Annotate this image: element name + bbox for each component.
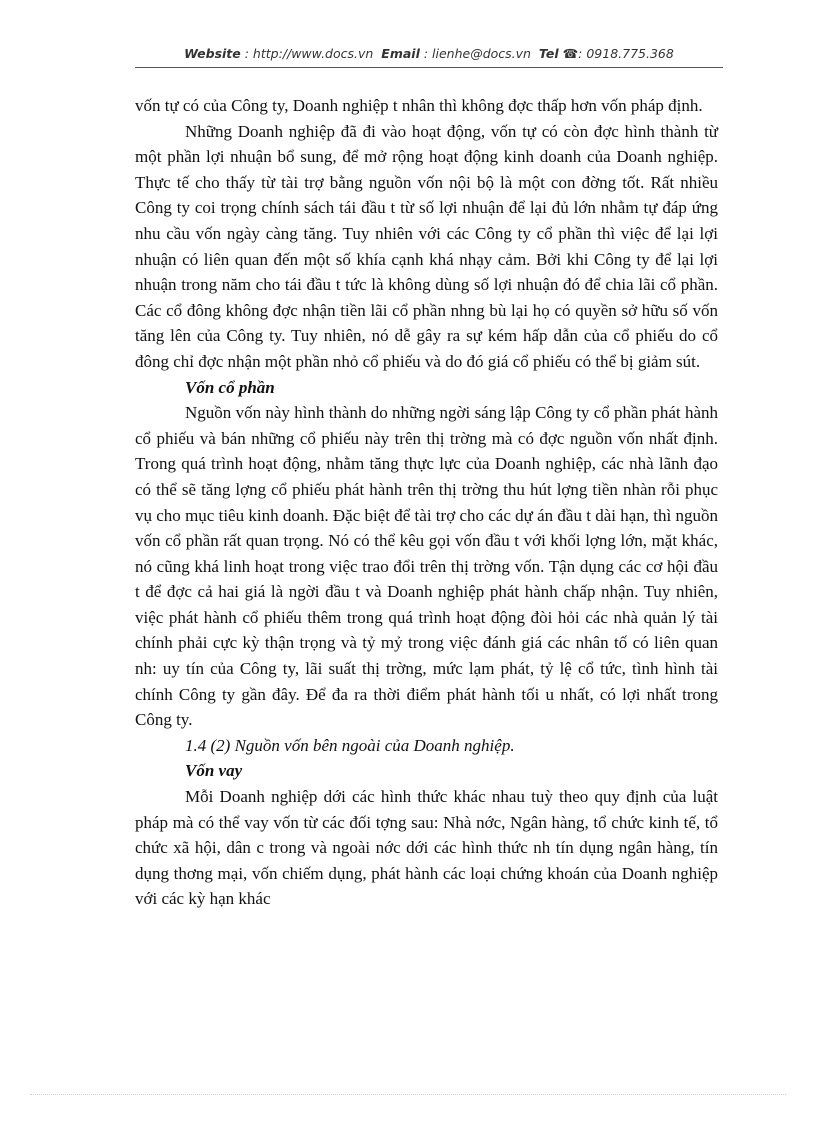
section-heading-nguon-von-ben-ngoai: 1.4 (2) Nguồn vốn bên ngoài của Doanh nghiệp. xyxy=(185,735,515,755)
document-body xyxy=(135,93,718,912)
website-label: Website xyxy=(184,46,241,61)
paragraph-3: Nguồn vốn này hình thành do những ngời sáng lập Công ty cổ phần phát hành cổ phiếu và bán những cổ phiếu này trên thị trờng mà có đợc nguồn vốn nhất định. Trong quá trình hoạt động, nhằm tăng thực lực của Doanh nghiệp, các nhà lãnh đạo có thể sẽ tăng lợng cổ phiếu phát hành trên thị trờng thu hút lợng tiền nhàn rỗi phục vụ cho mục tiêu kinh doanh. Đặc biệt để tài trợ cho các dự án đầu t dài hạn, thì nguồn vốn cổ phần rất quan trọng. Nó có thể kêu gọi vốn đầu t với khối lợng lớn, mặt khác, nó cũng khá linh hoạt trong việc trao đổi trên thị trờng vốn. Tận dụng các cơ hội đầu t để đợc cả hai giá là ngời đầu t và Doanh nghiệp phát hành chấp nhận. Tuy nhiên, việc phát hành cổ phiếu thêm trong quá trình hoạt động đòi hỏi các nhà quản lý tài chính phải cực kỳ thận trọng và tỷ mỷ trong việc đánh giá các nhân tố có liên quan nh: uy tín của Công ty, lãi suất thị trờng, mức lạm phát, tỷ lệ cổ tức, tình hình tài chính Công ty gần đây. Để đa ra thời điểm phát hành tối u nhất, có lợi nhất trong Công ty. xyxy=(135,403,718,730)
paragraph-2: Những Doanh nghiệp đã đi vào hoạt động, vốn tự có còn đợc hình thành từ một phần lợi nhuận bổ sung, để mở rộng hoạt động kinh doanh của Doanh nghiệp. Thực tế cho thấy từ tài trợ bằng nguồn vốn nội bộ là một con đờng tốt. Rất nhiều Công ty coi trọng chính sách tái đầu t từ số lợi nhuận để lại đủ lớn nhằm tự đáp ứng nhu cầu vốn ngày càng tăng. Tuy nhiên với các Công ty cổ phần thì việc để lại lợi nhuận có liên quan đến một số khía cạnh khá nhạy cảm. Bởi khi Công ty để lại lợi nhuận trong năm cho tái đầu t tức là không dùng số lợi nhuận đó để chia lãi cổ phần. Các cổ đông không đợc nhận tiền lãi cổ phần nhng bù lại họ có quyền sở hữu số vốn tăng lên của Công ty. Tuy nhiên, nó dễ gây ra sự kém hấp dẫn của cổ phiếu do cổ đông chỉ đợc nhận một phần nhỏ cổ phiếu và do đó giá cổ phiếu có thể bị giảm sút. xyxy=(135,121,718,371)
header-divider xyxy=(135,67,723,68)
website-value: : http://www.docs.vn xyxy=(244,46,374,61)
section-heading-von-co-phan: Vốn cổ phần xyxy=(185,377,275,397)
paragraph-4: Mỗi Doanh nghiệp dới các hình thức khác nhau tuỳ theo quy định của luật pháp mà có thể vay vốn từ các đối tợng sau: Nhà nớc, Ngân hàng, tổ chức kinh tế, tổ chức xã hội, dân c trong và ngoài nớc dới các hình thức nh tín dụng ngân hàng, tín dụng thơng mại, vốn chiếm dụng, phát hành các loại chứng khoán của Doanh nghiệp với các kỳ hạn khác xyxy=(135,787,718,909)
email-value: : lienhe@docs.vn xyxy=(423,46,531,61)
paragraph-1: vốn tự có của Công ty, Doanh nghiệp t nhân thì không đợc thấp hơn vốn pháp định. xyxy=(135,96,703,115)
page-header xyxy=(135,46,723,61)
footer-divider xyxy=(30,1094,786,1095)
section-heading-von-vay: Vốn vay xyxy=(185,761,243,781)
phone-icon: ☎ xyxy=(562,46,579,61)
email-label: Email xyxy=(381,46,420,61)
tel-value: : 0918.775.368 xyxy=(578,46,674,61)
tel-label: Tel xyxy=(538,46,559,61)
